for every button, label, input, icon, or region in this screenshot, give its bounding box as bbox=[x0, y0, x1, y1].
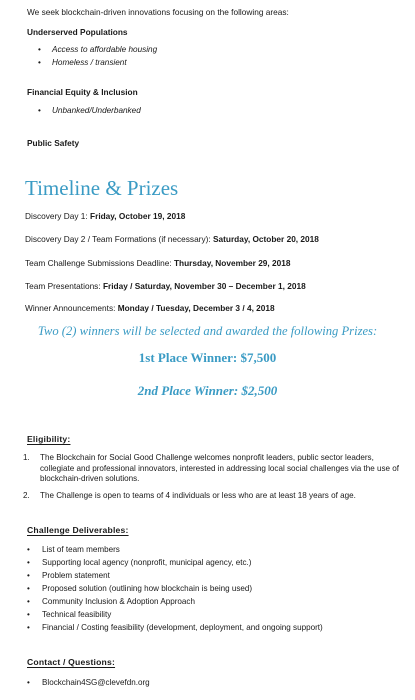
timeline-row: Discovery Day 1: Friday, October 19, 2018 bbox=[25, 211, 186, 221]
intro-text: We seek blockchain-driven innovations focusing on the following areas: bbox=[27, 7, 289, 17]
timeline-title: Timeline & Prizes bbox=[25, 176, 179, 200]
list-item: • Homeless / transient bbox=[38, 58, 127, 67]
deliverables-heading: Challenge Deliverables: bbox=[27, 525, 129, 535]
list-item: 2. The Challenge is open to teams of 4 individuals or less who are at least 18 years of age. bbox=[23, 491, 356, 500]
bullet-icon: • bbox=[38, 45, 41, 54]
area-label-underserved: Underserved Populations bbox=[27, 27, 128, 37]
bullet-icon: • bbox=[27, 558, 30, 567]
second-prize: 2nd Place Winner: $2,500 bbox=[137, 383, 278, 398]
bullet-icon: • bbox=[38, 106, 41, 115]
list-item: • Proposed solution (outlining how blockchain is being used) bbox=[27, 584, 253, 593]
list-item: • Community Inclusion & Adoption Approach bbox=[27, 597, 195, 606]
bullet-icon: • bbox=[27, 623, 30, 632]
first-prize: 1st Place Winner: $7,500 bbox=[138, 350, 277, 365]
contact-email[interactable]: Blockchain4SG@clevefdn.org bbox=[42, 678, 150, 687]
timeline-row: Team Presentations: Friday / Saturday, November 30 – December 1, 2018 bbox=[25, 281, 306, 291]
bullet-icon: • bbox=[27, 584, 30, 593]
list-item: • Financial / Costing feasibility (development, deployment, and ongoing support) bbox=[27, 623, 323, 632]
list-item: • Access to affordable housing bbox=[38, 45, 158, 54]
bullet-icon: • bbox=[27, 678, 30, 687]
list-item bbox=[27, 678, 150, 687]
timeline-row: Team Challenge Submissions Deadline: Thursday, November 29, 2018 bbox=[25, 258, 291, 268]
bullet-icon: • bbox=[27, 545, 30, 554]
list-item: • Problem statement bbox=[27, 571, 110, 580]
timeline-row: Discovery Day 2 / Team Formations (if necessary): Saturday, October 20, 2018 bbox=[25, 234, 319, 244]
prizes-intro: Two (2) winners will be selected and awarded the following Prizes: bbox=[37, 324, 378, 338]
contact-heading: Contact / Questions: bbox=[27, 657, 116, 667]
area-label-public-safety: Public Safety bbox=[27, 138, 80, 148]
area-label-financial: Financial Equity & Inclusion bbox=[27, 87, 138, 97]
bullet-icon: • bbox=[27, 571, 30, 580]
bullet-icon: • bbox=[27, 610, 30, 619]
list-item: 1. The Blockchain for Social Good Challenge welcomes nonprofit leaders, public sector leaders, collegiate and professional innovators, interested in addressing local social challenges via the use of blockchain-driven solutions. bbox=[23, 453, 400, 484]
timeline-row: Winner Announcements: Monday / Tuesday, December 3 / 4, 2018 bbox=[25, 303, 275, 313]
eligibility-heading: Eligibility: bbox=[27, 434, 71, 444]
bullet-icon: • bbox=[27, 597, 30, 606]
list-item: • Unbanked/Underbanked bbox=[38, 106, 141, 115]
bullet-icon: • bbox=[38, 58, 41, 67]
list-item: • Technical feasibility bbox=[27, 610, 112, 619]
list-item: • Supporting local agency (nonprofit, municipal agency, etc.) bbox=[27, 558, 252, 567]
list-item: • List of team members bbox=[27, 545, 120, 554]
